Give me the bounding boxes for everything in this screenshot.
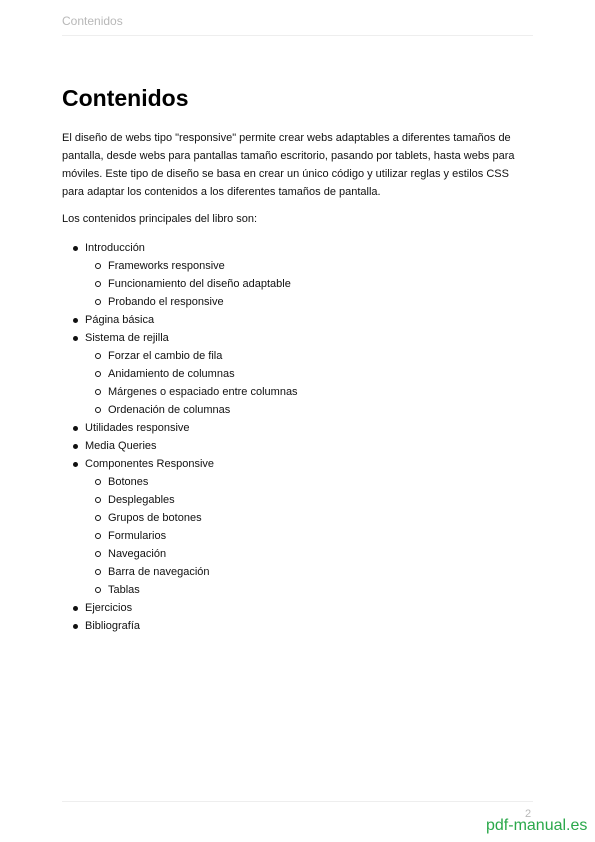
bullet-icon bbox=[73, 318, 78, 323]
sub-list-item bbox=[85, 383, 534, 401]
footer-divider bbox=[62, 801, 533, 802]
circle-bullet-icon bbox=[95, 515, 101, 521]
sub-list-item-label: Formularios bbox=[108, 530, 167, 542]
page-number: 2 bbox=[525, 808, 532, 820]
intro-paragraph: El diseño de webs tipo "responsive" permite crear webs adaptables a diferentes tamaños de pantalla, desde webs para pantallas tamaño escritorio, pasando por tablets, hasta webs para móviles. Este tipo de diseño se basa en crear un único código y utilizar reglas y estilos CSS para adaptar los contenidos a los diferentes tamaños de pantalla. bbox=[62, 132, 515, 198]
bullet-icon bbox=[73, 336, 78, 341]
circle-bullet-icon bbox=[95, 281, 101, 287]
sub-list-item bbox=[85, 491, 534, 509]
sub-list-item-label: Anidamiento de columnas bbox=[108, 368, 235, 380]
bullet-icon bbox=[73, 444, 78, 449]
list-item bbox=[62, 311, 534, 329]
circle-bullet-icon bbox=[95, 551, 101, 557]
circle-bullet-icon bbox=[95, 407, 101, 413]
contents-list bbox=[62, 239, 534, 635]
list-item-label: Bibliografía bbox=[85, 620, 141, 632]
running-header-title: Contenidos bbox=[62, 14, 123, 28]
list-item bbox=[62, 599, 534, 617]
sub-list-item bbox=[85, 545, 534, 563]
list-item-label: Media Queries bbox=[85, 440, 157, 452]
list-item bbox=[62, 617, 534, 635]
circle-bullet-icon bbox=[95, 299, 101, 305]
list-intro: Los contenidos principales del libro son: bbox=[62, 213, 258, 225]
sub-list-item-label: Navegación bbox=[108, 548, 167, 560]
watermark-logo[interactable]: pdf-manual.es bbox=[486, 817, 588, 834]
sub-list bbox=[85, 257, 534, 311]
bullet-icon bbox=[73, 462, 78, 467]
sub-list bbox=[85, 473, 534, 599]
circle-bullet-icon bbox=[95, 497, 101, 503]
circle-bullet-icon bbox=[95, 569, 101, 575]
list-item-label: Utilidades responsive bbox=[85, 422, 190, 434]
list-item bbox=[62, 419, 534, 437]
circle-bullet-icon bbox=[95, 587, 101, 593]
circle-bullet-icon bbox=[95, 371, 101, 377]
list-item-label: Sistema de rejilla bbox=[85, 332, 169, 344]
list-item bbox=[62, 437, 534, 455]
circle-bullet-icon bbox=[95, 353, 101, 359]
sub-list-item-label: Márgenes o espaciado entre columnas bbox=[108, 386, 298, 398]
list-item bbox=[62, 455, 534, 599]
sub-list-item-label: Ordenación de columnas bbox=[108, 404, 231, 416]
sub-list-item-label: Botones bbox=[108, 476, 149, 488]
sub-list-item bbox=[85, 347, 534, 365]
list-item-label: Componentes Responsive bbox=[85, 458, 215, 470]
sub-list-item bbox=[85, 275, 534, 293]
sub-list-item-label: Probando el responsive bbox=[108, 296, 224, 308]
sub-list-item bbox=[85, 563, 534, 581]
sub-list-item bbox=[85, 581, 534, 599]
sub-list-item bbox=[85, 473, 534, 491]
bullet-icon bbox=[73, 606, 78, 611]
sub-list-item-label: Tablas bbox=[108, 584, 140, 596]
list-item-label: Ejercicios bbox=[85, 602, 133, 614]
sub-list-item bbox=[85, 365, 534, 383]
sub-list-item bbox=[85, 527, 534, 545]
page-content bbox=[62, 83, 534, 635]
sub-list-item bbox=[85, 401, 534, 419]
sub-list-item-label: Frameworks responsive bbox=[108, 260, 225, 272]
circle-bullet-icon bbox=[95, 533, 101, 539]
bullet-icon bbox=[73, 246, 78, 251]
circle-bullet-icon bbox=[95, 263, 101, 269]
list-item bbox=[62, 329, 534, 419]
sub-list-item-label: Barra de navegación bbox=[108, 566, 210, 578]
sub-list-item-label: Funcionamiento del diseño adaptable bbox=[108, 278, 291, 290]
bullet-icon bbox=[73, 426, 78, 431]
sub-list-item bbox=[85, 257, 534, 275]
sub-list-item-label: Desplegables bbox=[108, 494, 175, 506]
circle-bullet-icon bbox=[95, 389, 101, 395]
circle-bullet-icon bbox=[95, 479, 101, 485]
bullet-icon bbox=[73, 624, 78, 629]
sub-list-item-label: Forzar el cambio de fila bbox=[108, 350, 223, 362]
header-divider bbox=[62, 35, 533, 36]
list-item-label: Introducción bbox=[85, 242, 145, 254]
sub-list-item bbox=[85, 293, 534, 311]
sub-list bbox=[85, 347, 534, 419]
list-item bbox=[62, 239, 534, 311]
sub-list-item-label: Grupos de botones bbox=[108, 512, 202, 524]
page-title: Contenidos bbox=[62, 85, 189, 111]
sub-list-item bbox=[85, 509, 534, 527]
list-item-label: Página básica bbox=[85, 314, 155, 326]
